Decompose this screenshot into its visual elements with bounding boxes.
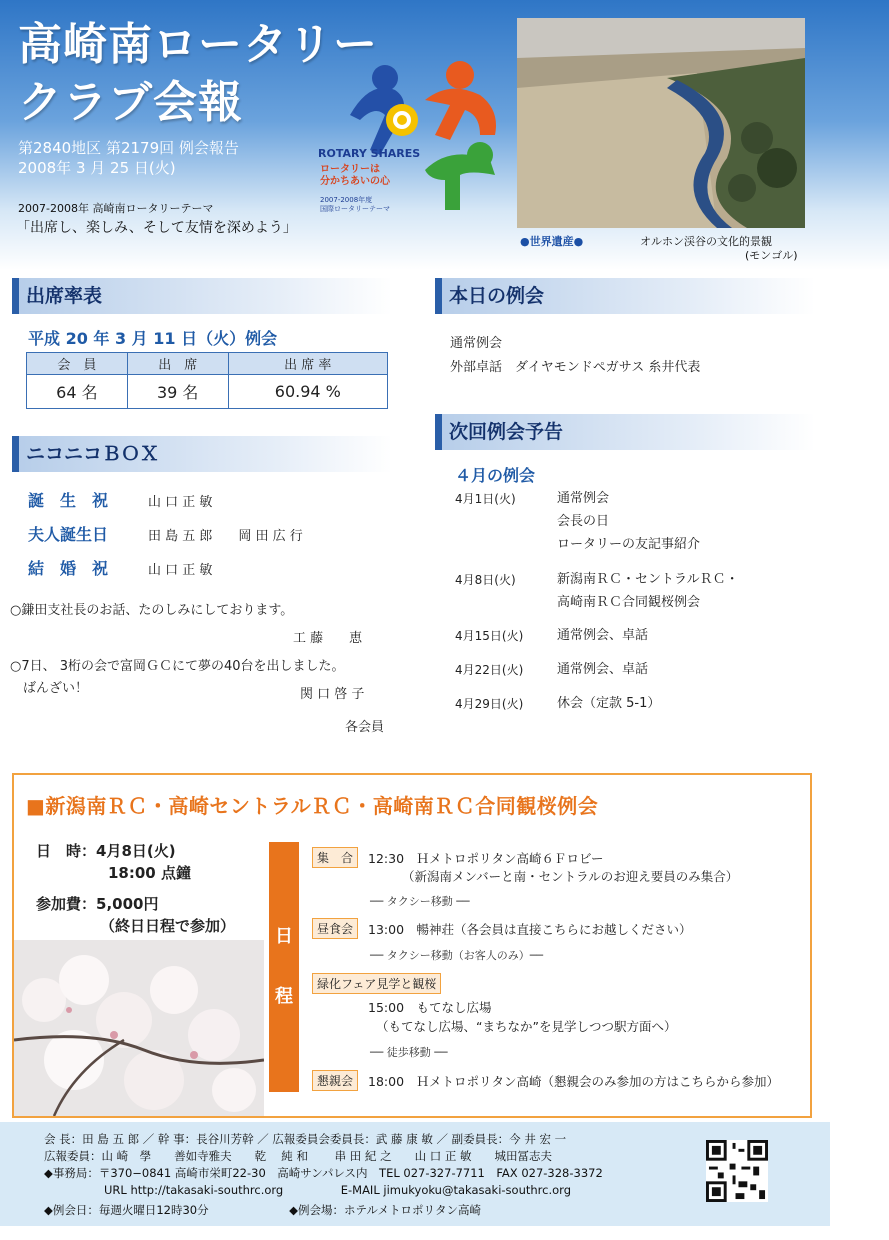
nikoniko-heading: ニコニコＢＯＸ bbox=[12, 436, 392, 472]
event-time: 18:00 点鐘 bbox=[108, 864, 191, 882]
list-item: 誕 生 祝 山 口 正 敏 bbox=[28, 491, 213, 510]
next-heading: 次回例会予告 bbox=[435, 414, 815, 450]
list-item: 結 婚 祝 山 口 正 敏 bbox=[28, 559, 213, 578]
table-header: 出 席 bbox=[127, 353, 228, 375]
schedule-tag-lunch: 昼食会 bbox=[312, 918, 358, 939]
list-item: 夫人誕生日 田 島 五 郎 岡 田 広 行 bbox=[28, 525, 303, 544]
schedule-text: 通常例会、卓話 bbox=[557, 628, 649, 643]
next-month: ４月の例会 bbox=[455, 466, 536, 485]
table-cell: 64 名 bbox=[27, 375, 128, 409]
orkhon-valley-photo bbox=[517, 18, 805, 228]
theme-label: 2007-2008年 高崎南ロータリーテーマ bbox=[18, 202, 214, 215]
footer-meeting: ◆例会日：毎週火曜日12時30分 ◆例会場：ホテルメトロポリタン高崎 bbox=[44, 1203, 482, 1217]
footer-office: ◆事務局：〒370−0841 高崎市栄町22-30 高崎サンパレス内 TEL 027-327-7711 FAX 027-328-3372 bbox=[44, 1166, 603, 1180]
schedule-step: 12:30 Ｈメトロポリタン高崎６Ｆロビー bbox=[368, 851, 604, 866]
schedule-tag-party: 懇親会 bbox=[312, 1070, 358, 1091]
schedule-text: 通常例会、卓話 bbox=[557, 662, 649, 677]
event-fee-1-note: （終日日程で参加） bbox=[100, 917, 236, 935]
schedule-separator: ── 徒歩移動 ── bbox=[370, 1046, 448, 1059]
logo-subcaption: ロータリーは 分かちあいの心 bbox=[320, 164, 390, 187]
event-title: ■新潟南ＲＣ・高崎セントラルＲＣ・高崎南ＲＣ合同観桜例会 bbox=[26, 794, 599, 818]
message-2: ○7日、 3桁の会で富岡ＧＣにて夢の40台を出しました。 ばんざい！ bbox=[10, 659, 345, 696]
footer-web: URL http://takasaki-southrc.org E-MAIL jimukyoku@takasaki-southrc.org bbox=[104, 1183, 571, 1197]
qr-code-icon bbox=[706, 1140, 768, 1202]
theme-text: 「出席し、楽しみ、そして友情を深めよう」 bbox=[16, 220, 297, 236]
photo-caption-title: オルホン渓谷の文化的景観 bbox=[640, 235, 772, 248]
table-header: 会 員 bbox=[27, 353, 128, 375]
issue-info: 第2840地区 第2179回 例会報告 2008年 3 月 25 日(火) bbox=[18, 139, 239, 177]
schedule-separator: ── タクシー移動 ── bbox=[370, 895, 470, 908]
message-1-sign: 工 藤 恵 bbox=[293, 631, 363, 646]
schedule-date: 4月8日(火) bbox=[455, 573, 516, 587]
today-heading: 本日の例会 bbox=[435, 278, 815, 314]
schedule-tag-fair: 緑化フェア見学と観桜 bbox=[312, 973, 441, 994]
schedule-text: 通常例会 会長の日 ロータリーの友記事紹介 bbox=[557, 491, 701, 552]
attendance-table bbox=[26, 352, 388, 409]
schedule-separator: ── タクシー移動（お客人のみ）── bbox=[370, 949, 543, 962]
photo-caption-heritage: ●世界遺産● bbox=[520, 235, 584, 248]
schedule-bar: 日 程 bbox=[269, 842, 299, 1092]
schedule-text: 休会（定款 5-1） bbox=[557, 696, 661, 711]
newsletter-title: 高崎南ロータリー クラブ会報 bbox=[18, 19, 378, 128]
schedule-step: 13:00 暢神荘（各会員は直接こちらにお越しください） bbox=[368, 922, 692, 937]
schedule-step-note: （もてなし広場、“まちなか”を見学しつつ駅方面へ） bbox=[376, 1019, 677, 1034]
schedule-date: 4月22日(火) bbox=[455, 663, 524, 677]
schedule-step: 18:00 Ｈメトロポリタン高崎（懇親会のみ参加の方はこちらから参加） bbox=[368, 1074, 780, 1089]
message-1: ○鎌田支社長のお話、たのしみにしております。 bbox=[10, 603, 294, 618]
table-cell: 60.94 % bbox=[228, 375, 387, 409]
schedule-step-note: （新潟南メンバーと南・セントラルのお迎え要員のみ集合） bbox=[402, 869, 739, 884]
footer-committee: 広報委員：山 崎 學 善如寺雅夫 乾 純 和 串 田 紀 之 山 口 正 敏 城田冨志夫 bbox=[44, 1149, 553, 1163]
today-content: 通常例会 外部卓話 ダイヤモンドペガサス 糸井代表 bbox=[450, 336, 701, 375]
schedule-date: 4月15日(火) bbox=[455, 629, 524, 643]
schedule-tag-assembly: 集 合 bbox=[312, 847, 358, 868]
message-3-sign: 各会員 bbox=[345, 720, 385, 735]
table-cell: 39 名 bbox=[127, 375, 228, 409]
logo-note: 2007-2008年度 国際ロータリーテーマ bbox=[320, 196, 390, 213]
event-datetime: 日 時：4月8日(火) bbox=[36, 842, 176, 860]
footer-officers: 会 長：田 島 五 郎 ／ 幹 事：長谷川芳幹 ／ 広報委員会委員長：武 藤 康 敏 ／ 副委員長：今 井 宏 一 bbox=[44, 1132, 567, 1146]
logo-caption: ROTARY SHARES bbox=[318, 147, 421, 160]
photo-caption-country: (モンゴル) bbox=[745, 249, 798, 262]
schedule-text: 新潟南ＲＣ・セントラルＲＣ・ 高崎南ＲＣ合同観桜例会 bbox=[557, 572, 739, 610]
schedule-date: 4月1日(火) bbox=[455, 492, 516, 506]
message-2-sign: 関 口 啓 子 bbox=[300, 687, 365, 702]
schedule-step: 15:00 もてなし広場 bbox=[368, 1000, 492, 1015]
schedule-date: 4月29日(火) bbox=[455, 697, 524, 711]
attendance-meeting: 平成 20 年 3 月 11 日（火）例会 bbox=[28, 329, 278, 348]
attendance-heading: 出席率表 bbox=[12, 278, 392, 314]
cherry-blossom-photo bbox=[14, 940, 264, 1116]
event-fee-1: 参加費：5,000円 bbox=[36, 895, 159, 913]
table-header: 出 席 率 bbox=[228, 353, 387, 375]
